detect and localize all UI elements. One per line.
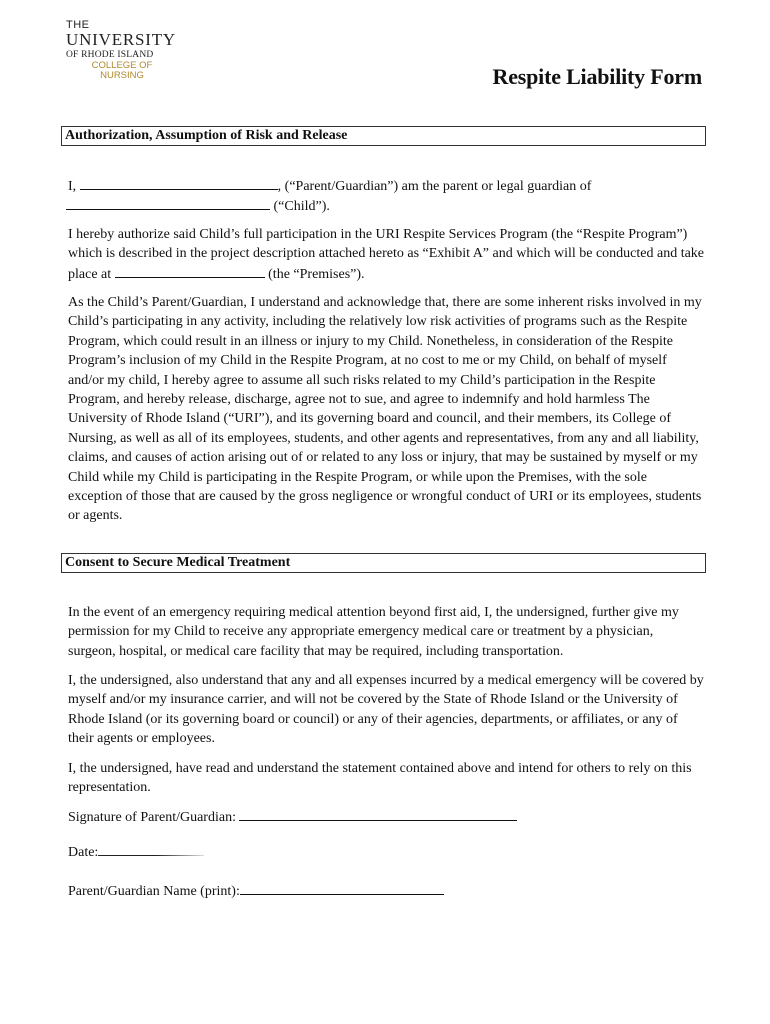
signature-blank[interactable] — [239, 807, 517, 821]
parent-guardian-paragraph — [68, 176, 704, 217]
print-name-label: Parent/Guardian Name (print): — [68, 884, 240, 899]
p1-text-start: I, — [68, 179, 80, 194]
section-heading-medical: Consent to Secure Medical Treatment — [61, 553, 706, 573]
medical-consent-paragraph: In the event of an emergency requiring medical attention beyond first aid, I, the undersigned, further give my permission for my Child to receive any appropriate emergency medical care or treatment by a physician, surgeon, hospital, or medical care facility that may be required, including transportation. — [68, 605, 679, 659]
date-blank[interactable] — [98, 855, 204, 856]
print-name-row — [68, 881, 444, 901]
representation-paragraph: I, the undersigned, have read and understand the statement contained above and intend for others to rely on this representation. — [68, 761, 692, 796]
risk-release-paragraph: As the Child’s Parent/Guardian, I understand and acknowledge that, there are some inherent risks involved in my Child’s participating in any activity, including the relatively low risk activities of programs such as the Respite Program, which could result in an illness or injury to my Child. Nonetheless, in consideration of the Respite Program’s inclusion of my Child in the Respite Program, at no cost to me or my Child, on behalf of myself and/or my child, I hereby agree to assume all such risks related to my Child’s participation in the Respite Program, and hereby release, discharge, agree not to sue, and agree to indemnify and hold harmless The University of Rhode Island (“URI”), and its governing board and council, and their members, its College of Nursing, as well as all of its employees, students, and other agents and representatives, from any and all liability, claims, and causes of action arising out of or related to any loss or injury, that may be sustained by myself or my Child while my Child is participating in the Respite Program, or while upon the Premises, with the sole exception of those that are caused by the gross negligence or wrongful conduct of URI or its employees, students or agents. — [68, 295, 702, 524]
signature-row — [68, 807, 517, 827]
p2-text-end: (the “Premises”). — [264, 266, 365, 282]
signature-label: Signature of Parent/Guardian: — [68, 810, 240, 825]
date-label: Date: — [68, 845, 99, 860]
p1-text-end: (“Child”). — [270, 199, 330, 215]
p2-text-start: I hereby authorize said Child’s full participation in the URI Respite Services Program (the “Respite Program”) which is described in the project description attached hereto as “Exhibit A” and which will be conducted and take place at — [68, 227, 705, 282]
form-title: Respite Liability Form — [492, 64, 702, 89]
logo-university: UNIVERSITY — [66, 30, 176, 49]
date-row — [68, 843, 204, 862]
logo-rhode-island: OF RHODE ISLAND — [66, 50, 154, 60]
logo-nursing: NURSING — [100, 70, 144, 81]
authorization-paragraph — [68, 225, 704, 284]
p1-text-middle: , (“Parent/Guardian”) am the parent or legal guardian of — [277, 179, 592, 194]
logo-the: THE — [66, 19, 90, 31]
expenses-paragraph: I, the undersigned, also understand that any and all expenses incurred by a medical emergency will be covered by myself and/or my insurance carrier, and will not be covered by the State of Rhode Island or the University of Rhode Island (or its governing board or council) or any of their agencies, departments, or affiliates, or any of their agents or employees. — [68, 673, 704, 747]
print-name-blank[interactable] — [240, 881, 444, 895]
logo-college-of: COLLEGE OF — [91, 60, 153, 71]
section-heading-authorization: Authorization, Assumption of Risk and Release — [61, 126, 706, 146]
premises-blank[interactable] — [115, 264, 265, 278]
university-logo — [66, 20, 186, 92]
parent-name-blank[interactable] — [80, 176, 278, 190]
child-name-blank[interactable] — [66, 196, 270, 210]
